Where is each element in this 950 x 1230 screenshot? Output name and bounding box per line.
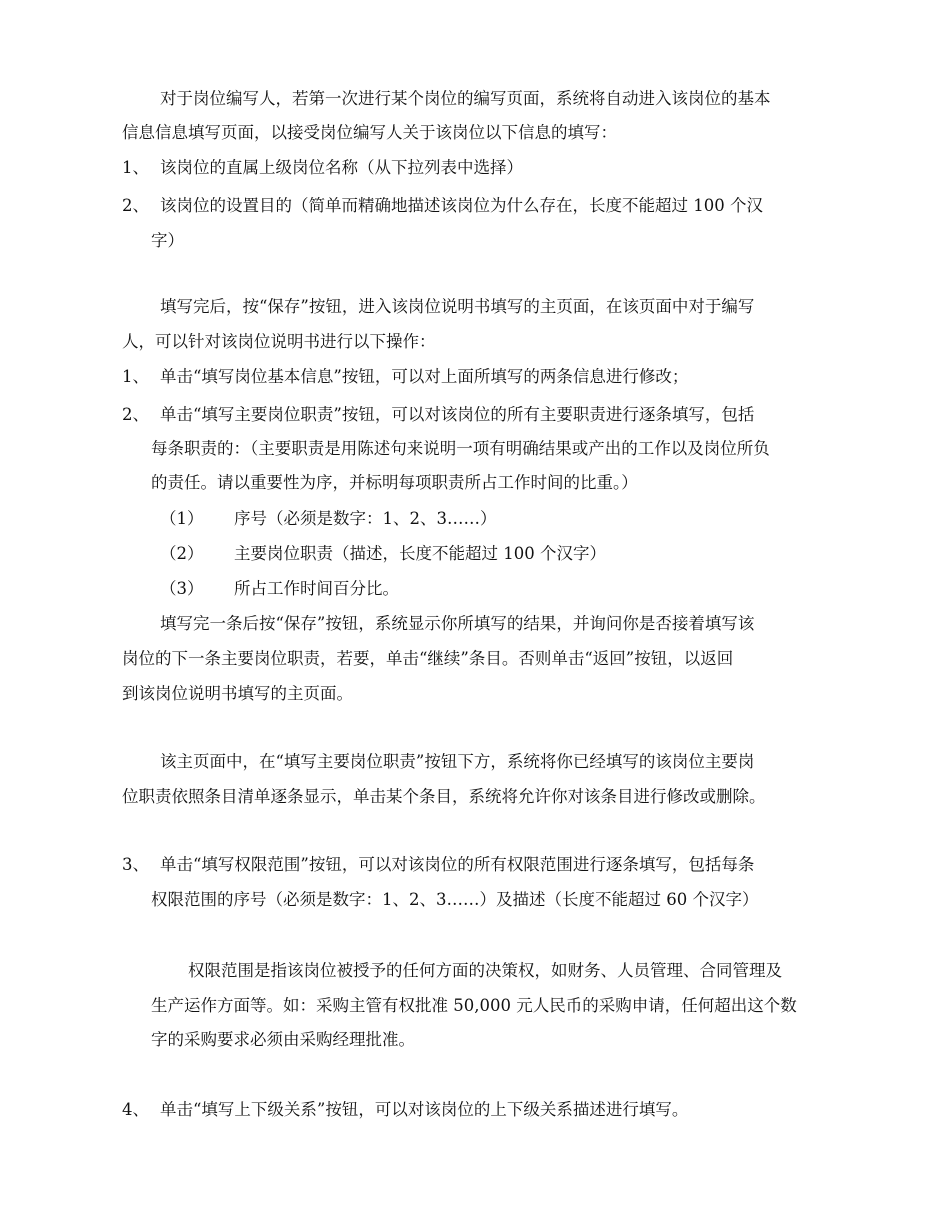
list-item-number: 3、 <box>122 855 149 874</box>
paragraph-line: 填写完后，按“保存”按钮，进入该岗位说明书填写的主页面，在该页面中对于编写 <box>160 297 755 316</box>
paragraph-line: 该主页面中，在“填写主要岗位职责”按钮下方，系统将你已经填写的该岗位主要岗 <box>160 752 755 771</box>
paragraph-line: 填写完一条后按“保存”按钮，系统显示你所填写的结果，并询问你是否接着填写该 <box>160 614 755 633</box>
paragraph-line: 人，可以针对该岗位说明书进行以下操作： <box>122 332 436 351</box>
list-item-continuation: 每条职责的：（主要职责是用陈述句来说明一项有明确结果或产出的工作以及岗位所负 <box>151 439 770 458</box>
paragraph-line: 位职责依照条目清单逐条显示，单击某个条目，系统将允许你对该条目进行修改或删除。 <box>122 787 766 806</box>
paragraph-line: 岗位的下一条主要岗位职责，若要，单击“继续”条目。否则单击“返回”按钮，以返回 <box>122 649 734 668</box>
intro-paragraph-line: 对于岗位编写人，若第一次进行某个岗位的编写页面，系统将自动进入该岗位的基本 <box>160 89 771 108</box>
paragraph-line: 到该岗位说明书填写的主页面。 <box>122 684 353 703</box>
sublist-text: 所占工作时间百分比。 <box>234 579 399 598</box>
list-item-number: 4、 <box>122 1100 149 1119</box>
list-item-number: 1、 <box>122 367 149 386</box>
paragraph-line: 权限范围是指该岗位被授予的任何方面的决策权，如财务、人员管理、合同管理及 <box>188 961 782 980</box>
sublist-text: 主要岗位职责（描述，长度不能超过 100 个汉字） <box>234 544 606 563</box>
list-item-number: 2、 <box>122 405 149 424</box>
sublist-number: （2） <box>160 544 204 563</box>
intro-paragraph-line: 信息信息填写页面，以接受岗位编写人关于该岗位以下信息的填写： <box>122 123 617 142</box>
list-item-text: 该岗位的直属上级岗位名称（从下拉列表中选择） <box>160 158 523 177</box>
list-item-text: 单击“填写上下级关系”按钮，可以对该岗位的上下级关系描述进行填写。 <box>160 1100 689 1119</box>
list-item-number: 1、 <box>122 158 149 177</box>
sublist-number: （1） <box>160 509 204 528</box>
sublist-text: 序号（必须是数字：1、2、3……） <box>234 509 497 528</box>
list-item-text: 单击“填写岗位基本信息”按钮，可以对上面所填写的两条信息进行修改； <box>160 367 689 386</box>
sublist-number: （3） <box>160 579 204 598</box>
list-item-continuation: 权限范围的序号（必须是数字：1、2、3……）及描述（长度不能超过 60 个汉字） <box>151 890 759 909</box>
list-item-text: 单击“填写主要岗位职责”按钮，可以对该岗位的所有主要职责进行逐条填写，包括 <box>160 405 755 424</box>
list-item-continuation: 字） <box>151 231 184 250</box>
list-item-text: 该岗位的设置目的（简单而精确地描述该岗位为什么存在，长度不能超过 100 个汉 <box>160 196 763 215</box>
list-item-continuation: 的责任。请以重要性为序，并标明每项职责所占工作时间的比重。） <box>151 473 638 492</box>
list-item-text: 单击“填写权限范围”按钮，可以对该岗位的所有权限范围进行逐条填写，包括每条 <box>160 855 755 874</box>
paragraph-line: 字的采购要求必须由采购经理批准。 <box>151 1030 415 1049</box>
list-item-number: 2、 <box>122 196 149 215</box>
paragraph-line: 生产运作方面等。如：采购主管有权批准 50,000 元人民币的采购申请，任何超出这个数 <box>151 996 797 1015</box>
